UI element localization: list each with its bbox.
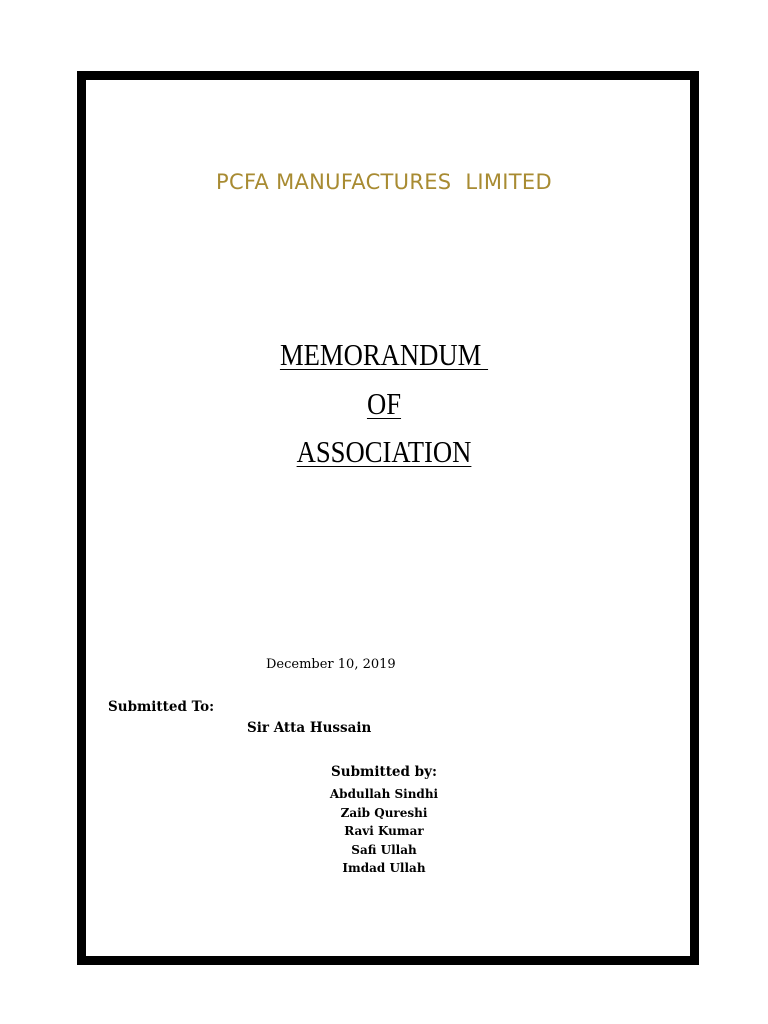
submitted-by-label: Submitted by: <box>331 764 437 780</box>
submitted-to-name: Sir Atta Hussain <box>247 720 372 736</box>
member-name: Imdad Ullah <box>342 861 426 875</box>
member-name: Ravi Kumar <box>344 824 424 838</box>
member-name: Abdullah Sindhi <box>329 787 439 801</box>
title-line-2: OF <box>366 386 402 421</box>
submitted-by-list <box>0 785 768 878</box>
company-name: PCFA MANUFACTURES LIMITED <box>216 170 552 194</box>
submitted-to-label: Submitted To: <box>108 699 215 715</box>
title-line-3: ASSOCIATION <box>296 434 472 469</box>
member-name: Safi Ullah <box>351 842 417 857</box>
member-name: Zaib Qureshi <box>340 805 428 820</box>
title-line-1: MEMORANDUM <box>279 337 489 372</box>
document-date: December 10, 2019 <box>266 657 396 672</box>
